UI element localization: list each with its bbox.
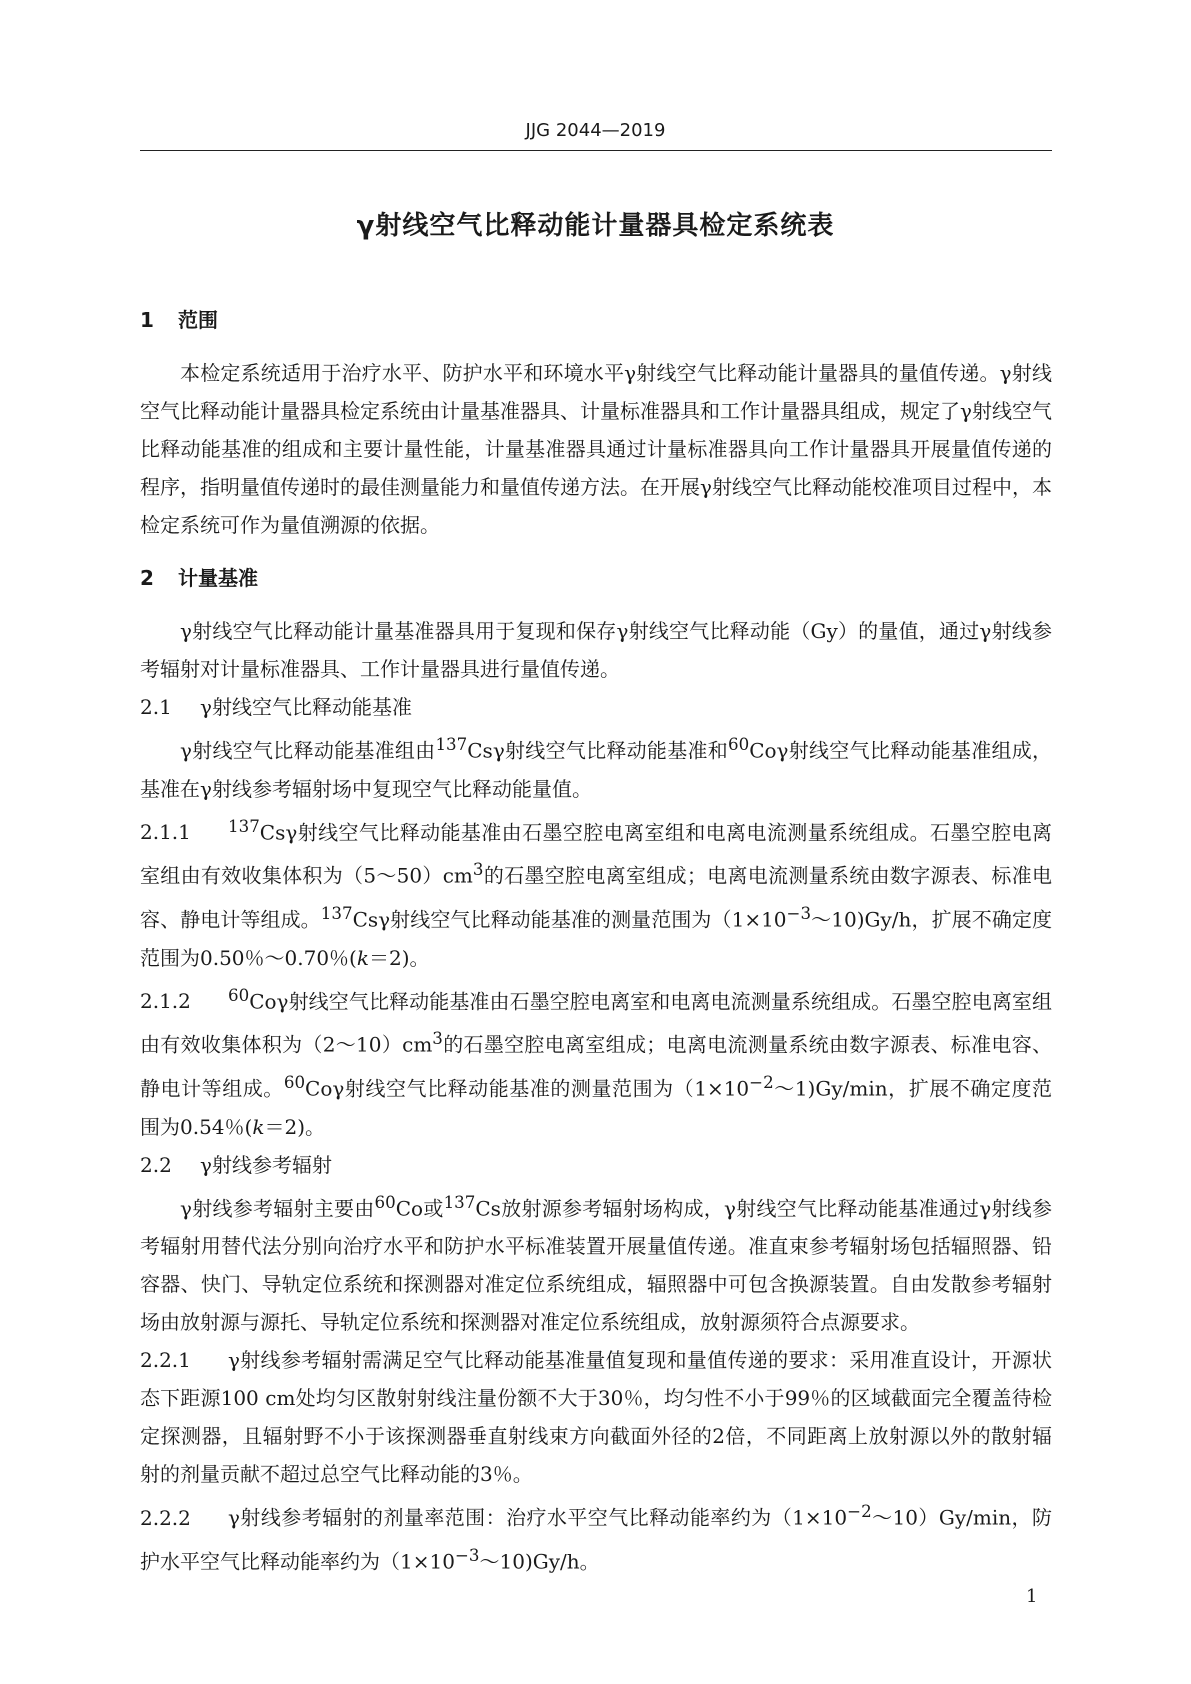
- subsection-2-2-paragraph: γ射线参考辐射主要由$^{60}$Co或$^{137}$Cs放射源参考辐射场构成，γ射线空气比释动能基准通过γ射线参考辐射用替代法分别向治疗水平和防护水平标准装置开展量值传递。准直束参考辐射场包括辐照器、铅容器、快门、导轨定位系统和探测器对准定位系统组成，辐照器中可包含换源装置。自由发散参考辐射场由放射源与源托、导轨定位系统和探测器对准定位系统组成，放射源须符合点源要求。: [140, 1192, 1053, 1335]
- subsection-title: γ射线空气比释动能基准: [200, 695, 412, 719]
- document-title: γ射线空气比释动能计量器具检定系统表: [356, 211, 835, 241]
- section-1-heading: [140, 300, 1052, 340]
- subsection-2-1-paragraph: γ射线空气比释动能基准组由$^{137}$Csγ射线空气比释动能基准和$^{60}$Coγ射线空气比释动能基准组成，基准在γ射线参考辐射场中复现空气比释动能量值。: [140, 735, 1052, 801]
- subsection-2-1-heading: [140, 688, 1052, 726]
- clause-2-1-1: 2.1.1 $^{137}$Csγ射线空气比释动能基准由石墨空腔电离室组和电离电流测量系统组成。石墨空腔电离室组由有效收集体积为$(5\sim 50)cm^3$的石墨空腔电离室组成；电离电流测量系统由数字源表、标准电容、静电计等组成。$^{137}$Csγ射线空气比释动能基准的测量范围为$(1\times 10^{-3}\sim 10)Gy/h$，扩展不确定度范围为0.50％～0.70％(k＝2)。: [140, 808, 1052, 977]
- subsection-title: γ射线参考辐射: [200, 1152, 332, 1177]
- section-title: 计量基准: [178, 566, 258, 590]
- clause-2-2-1: 2.2.1 γ射线参考辐射需满足空气比释动能基准量值复现和量值传递的要求：采用准直设计，开源状态下距源100 cm处均匀区散射射线注量份额不大于30％，均匀性不小于99％的区域截面完全覆盖待检定探测器，且辐射野不小于该探测器垂直射线束方向截面外径的2倍，不同距离上放射源以外的散射辐射的剂量贡献不超过总空气比释动能的3％。: [140, 1341, 1052, 1493]
- subsection-number: 2.2: [140, 1152, 172, 1177]
- page-number: 1: [1026, 1586, 1038, 1607]
- section-title: 范围: [178, 308, 218, 332]
- section-2-heading: [140, 558, 1052, 598]
- clause-number: 2.2.1: [140, 1348, 191, 1373]
- clause-2-2-2: 2.2.2 γ射线参考辐射的剂量率范围：治疗水平空气比释动能率约为$(1\times 10^{-2}\sim 10)Gy/\min$，防护水平空气比释动能率约为$(1\times 10^{-3}\sim 10)Gy/h$。: [140, 1493, 1052, 1580]
- clause-2-1-2: 2.1.2 $^{60}$Coγ射线空气比释动能基准由石墨空腔电离室和电离电流测量系统组成。石墨空腔电离室组由有效收集体积为$(2\sim 10)cm^3$的石墨空腔电离室组成；电离电流测量系统由数字源表、标准电容、静电计等组成。$^{60}$Coγ射线空气比释动能基准的测量范围为$(1\times 10^{-2}\sim 1)Gy/\min$，扩展不确定度范围为0.54％(k＝2)。: [140, 977, 1052, 1146]
- subsection-number: 2.1: [140, 695, 172, 719]
- section-2-paragraph: γ射线空气比释动能计量基准器具用于复现和保存γ射线空气比释动能（Gy）的量值，通过γ射线参考辐射对计量标准器具、工作计量器具进行量值传递。: [140, 619, 1052, 681]
- standard-code-header: JJG 2044—2019: [525, 120, 666, 141]
- section-number: 2: [140, 566, 154, 590]
- section-1-paragraph: 本检定系统适用于治疗水平、防护水平和环境水平γ射线空气比释动能计量器具的量值传递。γ射线空气比释动能计量器具检定系统由计量基准器具、计量标准器具和工作计量器具组成，规定了γ射线空气比释动能基准的组成和主要计量性能，计量基准器具通过计量标准器具向工作计量器具开展量值传递的程序，指明量值传递时的最佳测量能力和量值传递方法。在开展γ射线空气比释动能校准项目过程中，本检定系统可作为量值溯源的依据。: [140, 361, 1052, 537]
- clause-number: 2.2.2: [140, 1505, 191, 1530]
- clause-number: 2.1.1: [140, 820, 191, 845]
- document-body: [140, 300, 1052, 1581]
- clause-number: 2.1.2: [140, 989, 191, 1014]
- section-number: 1: [140, 308, 154, 332]
- header-rule: [140, 150, 1052, 151]
- subsection-2-2-heading: [140, 1146, 1052, 1184]
